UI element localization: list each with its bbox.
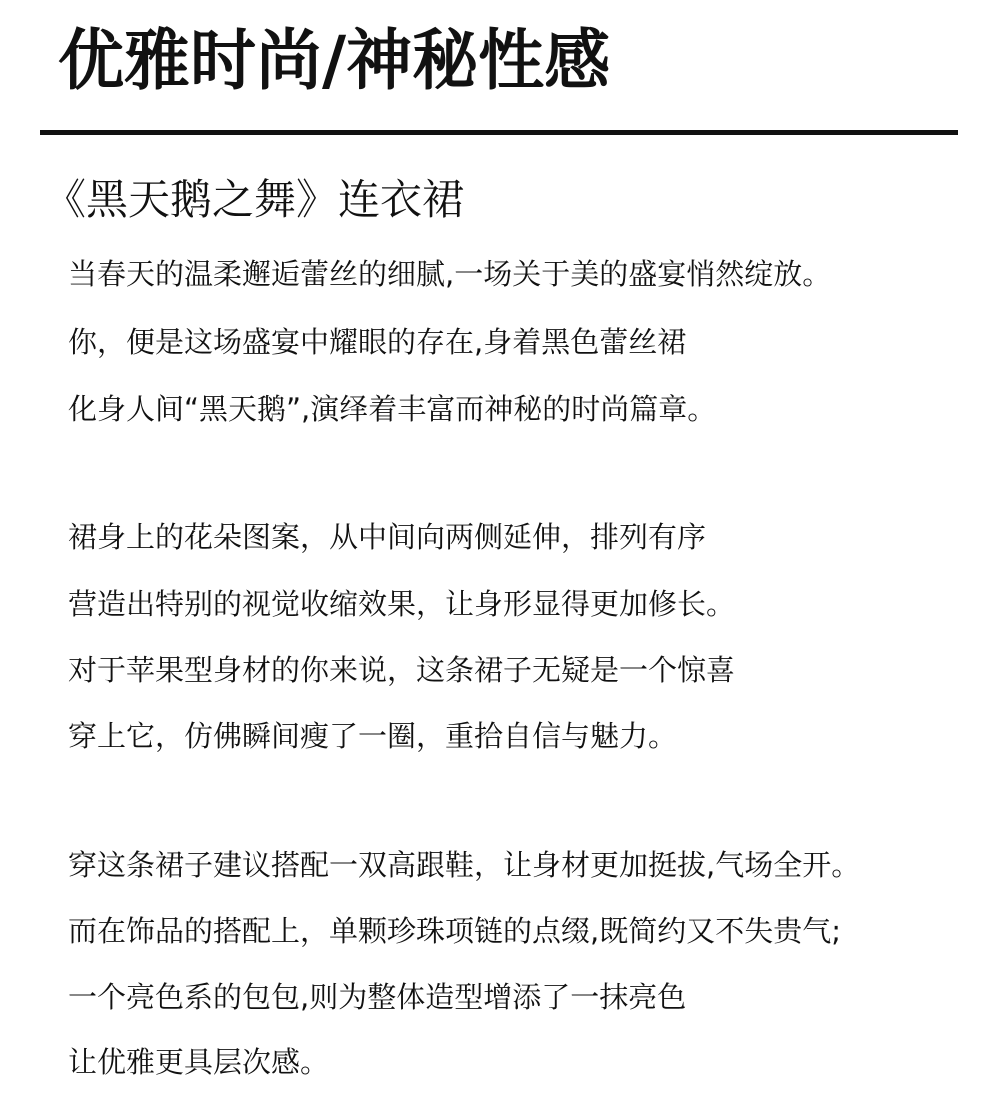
paragraph-3-line-1: 穿这条裙子建议搭配一双高跟鞋，让身材更加挺拔,气场全开。 <box>68 848 861 882</box>
paragraph-2-line-3: 对于苹果型身材的你来说，这条裙子无疑是一个惊喜 <box>68 653 736 687</box>
paragraph-2-line-4: 穿上它，仿佛瞬间瘦了一圈，重拾自信与魅力。 <box>68 719 678 753</box>
paragraph-1-line-3: 化身人间“黑天鹅”,演绎着丰富而神秘的时尚篇章。 <box>68 392 717 426</box>
paragraph-1-line-1: 当春天的温柔邂逅蕾丝的细腻,一场关于美的盛宴悄然绽放。 <box>68 257 832 291</box>
page-title: 优雅时尚/神秘性感 <box>58 22 611 99</box>
product-subtitle: 《黑天鹅之舞》连衣裙 <box>44 175 465 224</box>
paragraph-1-line-2: 你，便是这场盛宴中耀眼的存在,身着黑色蕾丝裙 <box>68 325 687 359</box>
paragraph-3-line-4: 让优雅更具层次感。 <box>68 1045 330 1079</box>
paragraph-2-line-2: 营造出特别的视觉收缩效果，让身形显得更加修长。 <box>68 587 736 621</box>
paragraph-3-line-2: 而在饰品的搭配上，单颗珍珠项链的点缀,既简约又不失贵气; <box>68 914 841 948</box>
paragraph-3-line-3: 一个亮色系的包包,则为整体造型增添了一抹亮色 <box>68 980 687 1014</box>
title-divider <box>40 130 958 135</box>
paragraph-2-line-1: 裙身上的花朵图案，从中间向两侧延伸，排列有序 <box>68 520 707 554</box>
